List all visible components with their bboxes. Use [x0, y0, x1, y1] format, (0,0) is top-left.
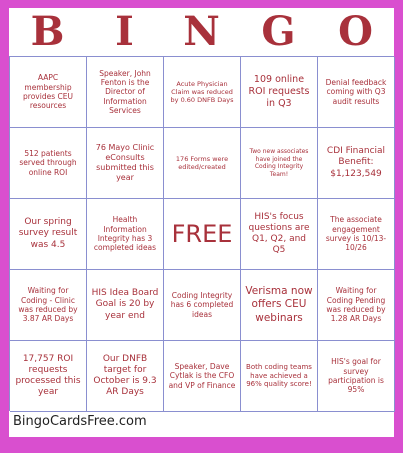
bingo-cell[interactable]: Our DNFB target for October is 9.3 AR Days — [87, 341, 164, 412]
bingo-cell[interactable]: Verisma now offers CEU webinars — [241, 270, 318, 341]
bingo-cell[interactable]: CDI Financial Benefit: $1,123,549 — [318, 128, 395, 199]
bingo-cell[interactable]: 109 online ROI requests in Q3 — [241, 57, 318, 128]
bingo-cell[interactable]: Health Information Integrity has 3 completed ideas — [87, 199, 164, 270]
bingo-cell[interactable]: Speaker, Dave Cytlak is the CFO and VP of Finance — [164, 341, 241, 412]
bingo-cell[interactable]: Both coding teams have achieved a 96% quality score! — [241, 341, 318, 412]
bingo-card — [9, 8, 394, 437]
header-letter-b: B — [30, 8, 65, 55]
bingo-cell[interactable]: 17,757 ROI requests processed this year — [10, 341, 87, 412]
bingo-cell[interactable]: Two new associates have joined the Coding Integrity Team! — [241, 128, 318, 199]
bingo-cell[interactable]: HIS Idea Board Goal is 20 by year end — [87, 270, 164, 341]
bingo-cell[interactable]: Waiting for Coding - Clinic was reduced by 3.87 AR Days — [10, 270, 87, 341]
header-letter-g: G — [261, 8, 296, 55]
footer-site-name: BingoCardsFree.com — [13, 414, 147, 429]
bingo-grid — [9, 56, 394, 411]
bingo-cell[interactable]: Denial feedback coming with Q3 audit results — [318, 57, 395, 128]
bingo-cell[interactable]: 512 patients served through online ROI — [10, 128, 87, 199]
bingo-cell[interactable]: HIS's goal for survey participation is 95% — [318, 341, 395, 412]
bingo-cell[interactable]: AAPC membership provides CEU resources — [10, 57, 87, 128]
bingo-cell[interactable]: Acute Physician Claim was reduced by 0.60 DNFB Days — [164, 57, 241, 128]
bingo-cell[interactable]: Waiting for Coding Pending was reduced by 1.28 AR Days — [318, 270, 395, 341]
header-letter-i: I — [115, 8, 134, 55]
header-letter-n: N — [183, 8, 220, 55]
free-space-cell[interactable]: FREE — [164, 199, 241, 270]
bingo-cell[interactable]: HIS's focus questions are Q1, Q2, and Q5 — [241, 199, 318, 270]
bingo-cell[interactable]: 76 Mayo Clinic eConsults submitted this year — [87, 128, 164, 199]
bingo-cell[interactable]: The associate engagement survey is 10/13-10/26 — [318, 199, 395, 270]
bingo-cell[interactable]: Our spring survey result was 4.5 — [10, 199, 87, 270]
bingo-cell[interactable]: 176 Forms were edited/created — [164, 128, 241, 199]
bingo-cell[interactable]: Coding Integrity has 6 completed ideas — [164, 270, 241, 341]
header-letter-o: O — [338, 8, 373, 55]
bingo-cell[interactable]: Speaker, John Fenton is the Director of Information Services — [87, 57, 164, 128]
bingo-header — [9, 8, 394, 56]
